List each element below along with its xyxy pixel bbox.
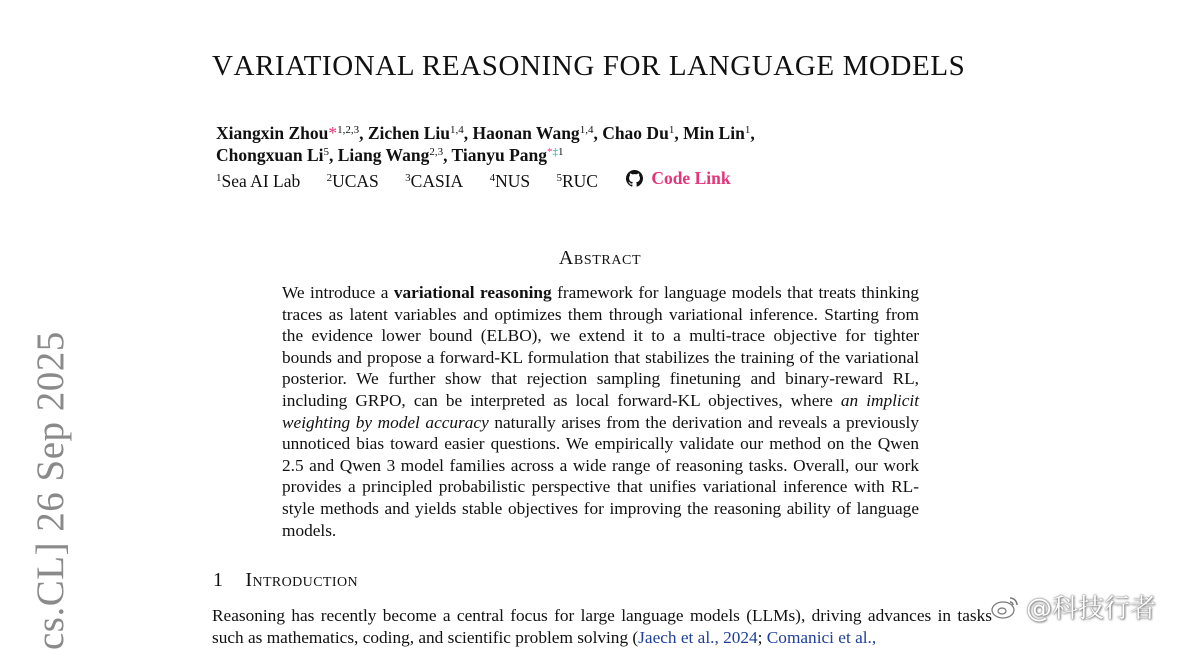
author-name: Tianyu Pang — [451, 145, 547, 165]
watermark-text: @科技行者 — [1026, 594, 1157, 624]
citation-link[interactable]: Jaech et al., 2024 — [638, 628, 758, 647]
author-affil-sup: 1 — [668, 124, 675, 136]
github-icon — [626, 170, 643, 187]
author-name: Liang Wang — [337, 145, 430, 165]
section-number: 1 — [213, 569, 224, 591]
author-affil-sup: 2,3 — [429, 146, 444, 158]
corresponding-mark: * — [547, 146, 553, 158]
dagger-mark: ‡ — [552, 146, 558, 158]
author-affil-sup: 5 — [323, 146, 329, 158]
author-name: Xiangxin Zhou — [216, 123, 329, 143]
section-heading-introduction — [213, 569, 358, 592]
abstract-bold-term: variational reasoning — [393, 283, 552, 302]
author-affil-sup: 1,4 — [450, 124, 464, 136]
watermark — [990, 588, 1156, 625]
abstract-heading: Abstract — [558, 247, 642, 269]
introduction-body: Reasoning has recently become a central focus for large language models (LLMs), driving advances in tasks such as mathematics, coding, and scientific problem solving (Jaech et al., 2024; Comanici et al., — [212, 606, 992, 647]
section-title: Introduction — [245, 569, 358, 591]
author-affil-sup: 1,2,3 — [337, 124, 360, 136]
author-line-2: Chongxuan Li$^5$, Liang Wang$^{2,3}$, Tianyu Pang$^{*\ddagger 1}$ — [216, 145, 564, 165]
affiliation-list — [216, 167, 731, 192]
affiliation: $^4$NUS — [489, 170, 531, 191]
code-link[interactable] — [626, 167, 730, 189]
author-name: Chongxuan Li — [216, 145, 324, 165]
abstract-body: We introduce a variational reasoning framework for language models that treats thinking traces as latent variables and optimizes them through variational inference. Starting from the evidence lower bound (ELBO), we extend it to a multi-trace objective for tighter bounds and propose a forward-KL formulation that stabilizes the training of the variational posterior. We further show that rejection sampling finetuning and binary-reward RL, including GRPO, can be interpreted as local forward-KL objectives, where an implicit weighting by model accuracy naturally arises from the derivation and reveals a previously unnoticed bias toward easier questions. We empirically validate our method on the Qwen 2.5 and Qwen 3 model families across a wide range of reasoning tasks. Overall, our work provides a principled probabilistic perspective that unifies variational inference with RL-style methods and yields stable objectives for improving the reasoning ability of language models. — [282, 283, 919, 540]
author-affil-sup: 1,4 — [579, 124, 594, 136]
author-affil-sup: 1 — [744, 124, 751, 136]
author-name: Zichen Liu — [367, 123, 451, 143]
code-link-label[interactable]: Code Link — [651, 168, 731, 188]
citation-link[interactable]: Comanici et al., — [766, 628, 877, 647]
affiliation: $^2$UCAS — [326, 170, 379, 191]
weibo-icon — [990, 594, 1020, 620]
affiliation: $^1$Sea AI Lab — [216, 170, 301, 191]
author-name: Haonan Wang — [472, 123, 580, 143]
author-affil-sup: *‡1 — [547, 146, 564, 158]
author-name: Chao Du — [602, 123, 669, 143]
arxiv-stamp: cs.CL] 26 Sep 2025 — [29, 331, 72, 650]
abstract-italic-phrase: an implicit weighting by model accuracy — [282, 390, 919, 432]
author-list — [216, 122, 755, 166]
affiliation: $^5$RUC — [556, 170, 598, 191]
paper-title: VARIATIONAL REASONING FOR LANGUAGE MODELS — [212, 50, 966, 82]
affiliation: $^3$CASIA — [405, 170, 464, 191]
author-name: Min Lin — [683, 123, 745, 143]
author-line-1: Xiangxin Zhou*$^{1,2,3}$, Zichen Liu$^{1,4}$, Haonan Wang$^{1,4}$, Chao Du$^1$, Min Lin$^1$, — [216, 123, 755, 143]
corresponding-mark: * — [328, 123, 338, 143]
